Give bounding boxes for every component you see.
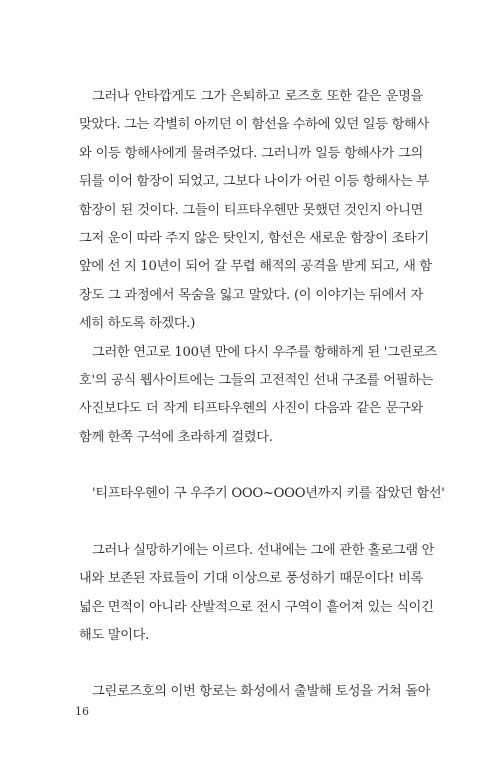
text-line: 호'의 공식 웹사이트에는 그들의 고전적인 선내 구조를 어필하는 (79, 373, 433, 389)
text-line: 와 이등 항해사에게 물려주었다. 그러니까 일등 항해사가 그의 (79, 145, 423, 161)
text-line: 그러나 실망하기에는 이르다. 선내에는 그에 관한 홀로그램 안 (92, 542, 435, 558)
text-line: 앞에 선 지 10년이 되어 갈 무렵 해적의 공격을 받게 되고, 새 함 (79, 259, 432, 275)
text-line: 함께 한쪽 구석에 초라하게 걸렸다. (79, 429, 273, 445)
paragraph-gap (79, 509, 423, 537)
text-line: 그러나 안타깝게도 그가 은퇴하고 로즈호 또한 같은 운명을 (92, 89, 423, 104)
paragraph-3 (79, 537, 435, 651)
text-line: 넓은 면적이 아니라 산발적으로 전시 구역이 흩어져 있는 식이긴 (79, 599, 434, 615)
text-line: 사진보다도 더 작게 티프타우헨의 사진이 다음과 같은 문구와 (79, 401, 423, 417)
text-line: 그러한 연고로 100년 만에 다시 우주를 항해하게 된 '그린로즈 (92, 344, 437, 360)
text-line: 그린로즈호의 이번 항로는 화성에서 출발해 토성을 거쳐 돌아 (92, 684, 431, 700)
paragraph-4 (79, 678, 431, 706)
paragraph-gap (79, 452, 423, 480)
text-line: 해도 말이다. (79, 627, 149, 643)
text-line: 세히 하도록 하겠다.) (79, 316, 196, 332)
body-text (79, 83, 445, 707)
text-line: 그저 운이 따라 주지 않은 탓인지, 함선은 새로운 함장이 조타기 (79, 231, 429, 247)
text-line: 내와 보존된 자료들이 기대 이상으로 풍성하기 때문이다! 비록 (79, 571, 423, 587)
paragraph-1 (79, 83, 432, 339)
text-line: 함장이 된 것이다. 그들이 티프타우헨만 못했던 것인지 아니면 (79, 202, 423, 218)
quote-block (79, 480, 445, 508)
paragraph-2 (79, 339, 437, 453)
quote-line: '티프타우헨이 구 우주기 OOO~OOO년까지 키를 잡았던 함선' (92, 486, 445, 502)
paragraph-gap (79, 650, 423, 678)
text-line: 맞았다. 그는 각별히 아끼던 이 함선을 수하에 있던 일등 항해사 (79, 117, 429, 133)
text-line: 장도 그 과정에서 목숨을 잃고 말았다. (이 이야기는 뒤에서 자 (79, 287, 423, 303)
page-number: 16 (75, 705, 89, 718)
text-line: 뒤를 이어 함장이 되었고, 그보다 나이가 어린 이등 항해사는 부 (79, 174, 429, 190)
